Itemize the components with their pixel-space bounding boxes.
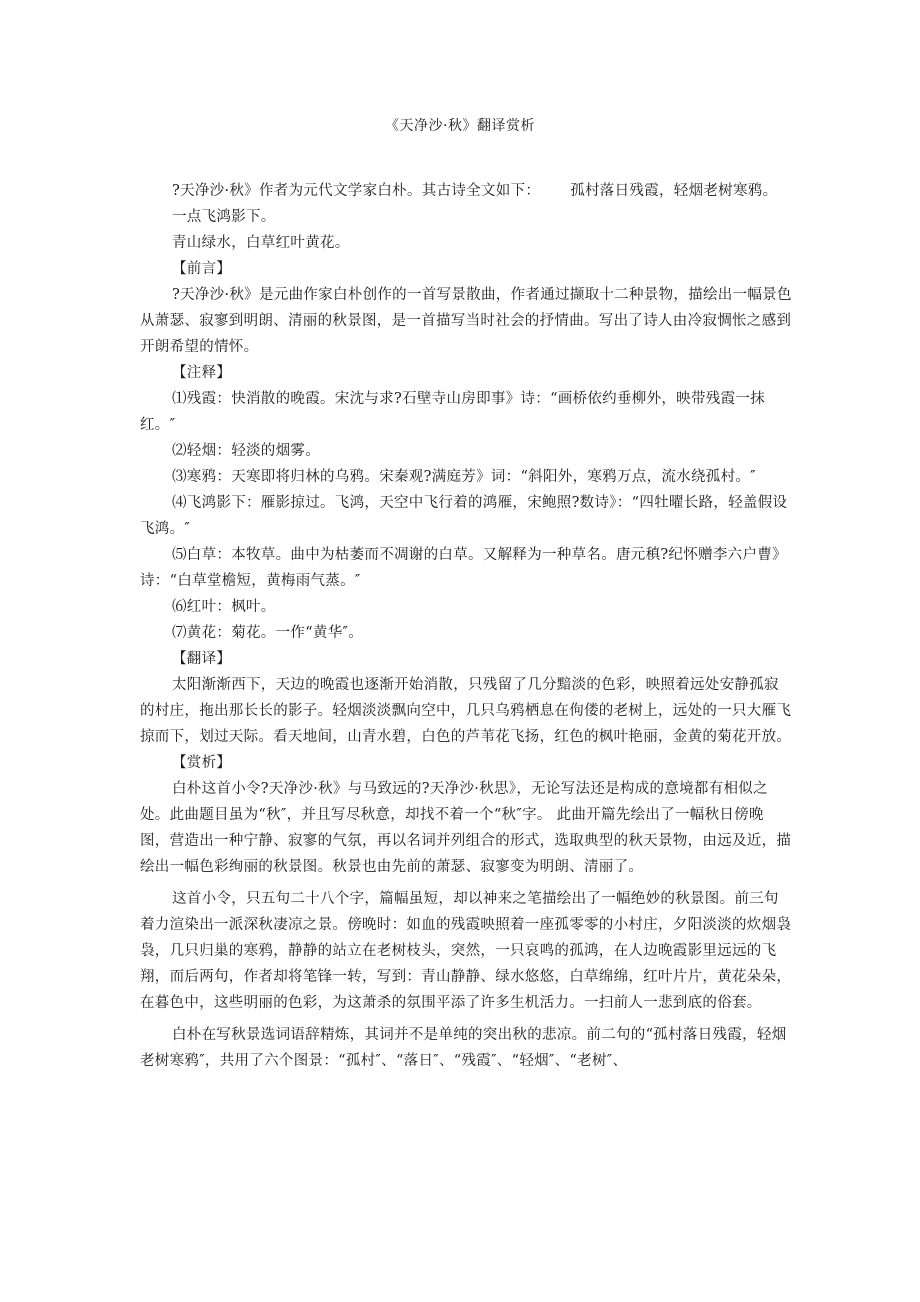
preface-text: ?天净沙·秋》是元曲作家白朴创作的一首写景散曲，作者通过撷取十二种景物，描绘出一幅景色从萧瑟、寂寥到明朗、清丽的秋景图，是一首描写当时社会的抒情曲。写出了诗人由冷寂惆怅之感到开朗希望的情怀。: [140, 287, 792, 355]
appreciation-paragraph-3: 白朴在写秋景选词语辞精炼，其词并不是单纯的突出秋的悲凉。前二句的“孤村落日残霞，轻烟老树寒鸦″，共用了六个图景：“孤村″、“落日″、“残霞″、“轻烟″、“老树″、: [140, 1027, 787, 1069]
appreciation-paragraph-1: 白朴这首小令?天净沙·秋》与马致远的?天净沙·秋思》，无论写法还是构成的意境都有相似之处。此曲题目虽为“秋″，并且写尽秋意，却找不着一个“秋″字。 此曲开篇先绘出了一幅秋日傍晚图，营造出一种宁静、寂寥的气氛，再以名词并列组合的形式，选取典型的秋天景物，由远及近，描绘出一幅色彩绚丽的秋景图。秋景也由先前的萧瑟、寂寥变为明朗、清丽了。: [140, 781, 792, 875]
note-item-1: ⑴残霞：快消散的晚霞。宋沈与求?石壁寺山房即事》诗：“画桥依约垂柳外，映带残霞一抹红。″: [140, 391, 765, 433]
intro-paragraph: [140, 178, 792, 204]
note-item-7: ⑺黄花：菊花。一作“黄华″。: [172, 625, 364, 641]
note-item-3: ⑶寒鸦：天寒即将归林的乌鸦。宋秦观?满庭芳》词：“斜阳外，寒鸦万点，流水绕孤村。″: [172, 469, 756, 485]
note-item-5: ⑸白草：本牧草。曲中为枯萎而不凋谢的白草。又解释为一种草名。唐元稹?纪怀赠李六户曹》诗：“白草堂檐短，黄梅雨气蒸。″: [140, 547, 787, 589]
document-title: 《天净沙·秋》翻译赏析: [385, 118, 535, 134]
note-item-2: ⑵轻烟：轻淡的烟雾。: [172, 443, 320, 459]
notes-heading: 【注释】: [172, 365, 232, 381]
preface-heading: 【前言】: [172, 261, 232, 277]
translation-heading: 【翻译】: [172, 651, 232, 667]
note-item-4: ⑷飞鸿影下：雁影掠过。飞鸿，天空中飞行着的鸿雁，宋鲍照?数诗》：“四牡曜长路，轻盖假设飞鸿。″: [140, 495, 788, 537]
poem-line-3: 青山绿水，白草红叶黄花。: [172, 235, 350, 251]
poem-line-1: 孤村落日残霞，轻烟老树寒鸦。: [570, 183, 778, 199]
document-body: [140, 178, 792, 1074]
translation-text: 太阳渐渐西下，天边的晚霞也逐渐开始消散，只残留了几分黯淡的色彩，映照着远处安静孤寂的村庄，拖出那长长的影子。轻烟淡淡飘向空中，几只乌鸦栖息在佝偻的老树上，远处的一只大雁飞掠而下，划过天际。看天地间，山青水碧，白色的芦苇花飞扬，红色的枫叶艳丽，金黄的菊花开放。: [140, 677, 792, 745]
intro-lead: ?天净沙·秋》作者为元代文学家白朴。其古诗全文如下：: [172, 183, 541, 199]
appreciation-heading: 【赏析】: [172, 755, 232, 771]
note-item-6: ⑹红叶：枫叶。: [172, 599, 276, 615]
poem-line-2: 一点飞鸿影下。: [172, 209, 276, 225]
appreciation-paragraph-2: 这首小令，只五句二十八个字，篇幅虽短，却以神来之笔描绘出了一幅绝妙的秋景图。前三句着力渲染出一派深秋凄凉之景。傍晚时：如血的残霞映照着一座孤零零的小村庄，夕阳淡淡的炊烟袅袅，几只归巢的寒鸦，静静的站立在老树枝头，突然，一只哀鸣的孤鸿，在人边晚霞影里远远的飞翔，而后两句，作者却将笔锋一转，写到：青山静静、绿水悠悠，白草绵绵，红叶片片，黄花朵朵，在暮色中，这些明丽的色彩，为这萧杀的氛围平添了许多生机活力。一扫前人一悲到底的俗套。: [140, 891, 792, 1011]
